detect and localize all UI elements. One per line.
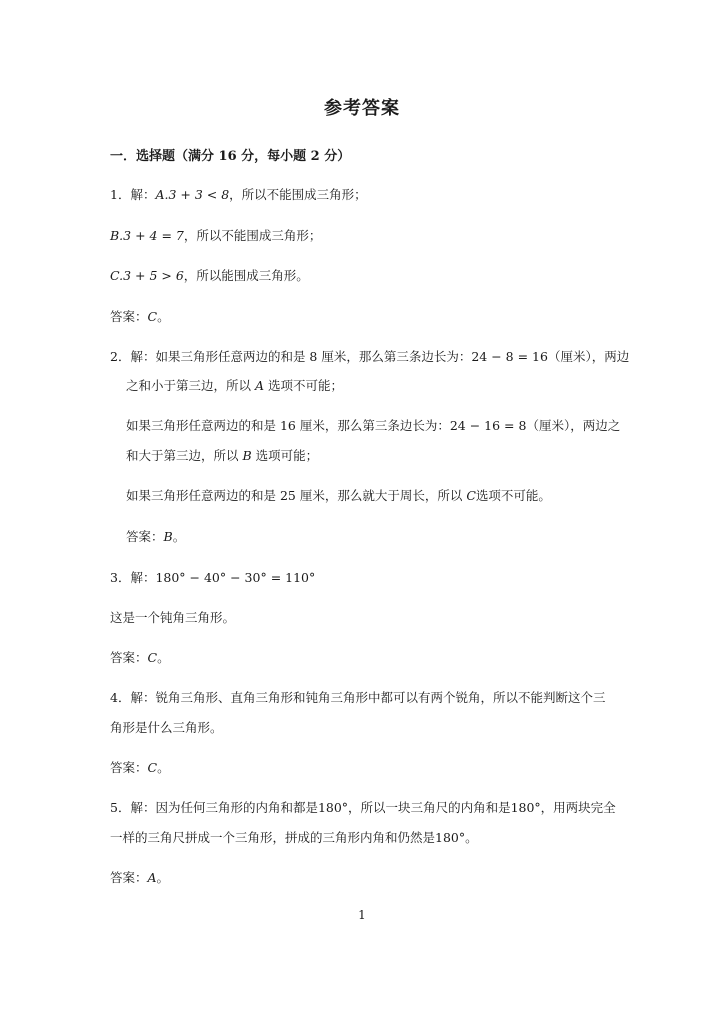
answer-period: 。 [172,529,186,544]
answer-value: C [147,309,158,324]
answer-label: 答案： [126,529,164,544]
answer-period: 。 [157,650,170,665]
q1-expr-c: C.3 + 5 > 6 [110,268,184,283]
q2-text: 之和小于第三边，所以 [126,378,252,393]
answer-value: C [147,650,158,665]
q2-text: 选项不可能； [268,378,344,393]
page-title: 参考答案 [324,98,400,119]
q3-prefix: 3．解： [110,570,156,585]
answer-label: 答案： [110,760,148,775]
q1-text-a: ，所以不能围成三角形； [229,187,367,202]
q5-line-1: 5．解：因为任何三角形的内角和都是180°，所以一块三角尺的内角和是180°，用两块完全 [110,800,616,815]
q1-text-c: ，所以能围成三角形。 [183,268,309,283]
page-number: 1 [358,908,366,922]
q2-option-c: C [466,488,476,503]
answer-label: 答案： [110,870,148,885]
answer-period: 。 [157,309,170,324]
answer-value: A [147,870,157,885]
answer-value: B [163,529,173,544]
q2-option-a: A [255,378,265,393]
answer-label: 答案： [110,650,148,665]
q1-text-b: ，所以不能围成三角形； [183,228,322,243]
q3-answer [110,648,170,666]
q2-line-5 [126,486,551,504]
q2-answer [126,527,185,545]
q2-line-3: 如果三角形任意两边的和是 16 厘米，那么第三条边长为：24 − 16 = 8（厘米），两边之 [126,418,621,433]
q1-line-2 [110,226,321,244]
q1-line-3 [110,266,309,284]
section-heading: 一．选择题（满分 16 分，每小题 2 分） [110,149,351,164]
answer-period: 。 [157,760,170,775]
q2-text: 选项可能； [255,448,319,463]
q2-text: 如果三角形任意两边的和是 25 厘米，那么就大于周长，所以 [126,488,463,503]
q2-text: 选项不可能。 [475,488,551,503]
q2-line-1: 2．解：如果三角形任意两边的和是 8 厘米，那么第三条边长为：24 − 8 = 16（厘米），两边 [110,349,630,364]
q5-answer [110,868,169,886]
q3-line-1 [110,568,315,586]
answer-period: 。 [156,870,170,885]
q4-line-2: 角形是什么三角形。 [110,720,223,735]
q2-option-b: B [242,448,252,463]
answer-label: 答案： [110,309,148,324]
q2-text: 和大于第三边，所以 [126,448,239,463]
q2-line-4 [126,446,318,464]
answer-value: C [147,760,158,775]
q1-answer [110,307,170,325]
q1-line-1 [110,185,367,203]
q4-answer [110,758,170,776]
q1-expr-b: B.3 + 4 = 7 [110,228,184,243]
q1-prefix: 1．解： [110,187,156,202]
q5-line-2: 一样的三角尺拼成一个三角形，拼成的三角形内角和仍然是180°。 [110,830,478,845]
q4-line-1: 4．解：锐角三角形、直角三角形和钝角三角形中都可以有两个锐角，所以不能判断这个三 [110,690,606,705]
q1-expr-a: A.3 + 3 < 8 [155,187,230,202]
q2-line-2 [126,376,343,394]
q3-expression: 180° − 40° − 30° = 110° [155,570,316,585]
q3-line-2: 这是一个钝角三角形。 [110,610,236,625]
